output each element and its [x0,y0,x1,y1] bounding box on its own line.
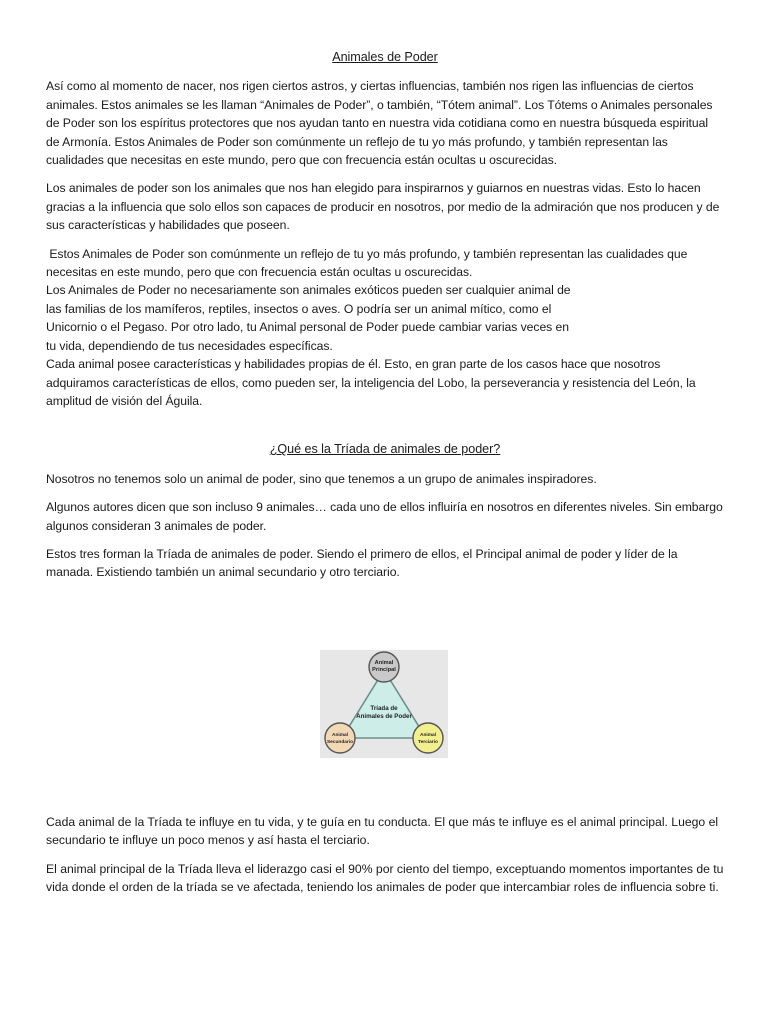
paragraph-influencia: Cada animal de la Tríada te influye en tu vida, y te guía en tu conducta. El que más te influye es el animal principal. Luego el secundario te influye un poco menos y así hasta el terciario. [46,815,719,848]
paragraph-line: Los Animales de Poder no necesariamente son animales exóticos pueden ser cualquier animal de [46,283,571,298]
triada-diagram-svg [320,650,448,758]
paragraph-autores: Algunos autores dicen que son incluso 9 animales… cada uno de ellos influiría en nosotros en diferentes niveles. Sin embargo algunos consideran 3 animales de poder. [46,500,723,533]
paragraph-intro: Así como al momento de nacer, nos rigen ciertos astros, y ciertas influencias, también nos rigen las influencias de ciertos animales. Estos animales se les llaman “Animales de Poder”, o también, “Tótem animal”. Los Tótems o Animales personales de Poder son los espíritus protectores que nos ayudan tanto en nuestra vida cotidiana como en nuestra búsqueda espiritual de Armonía. Estos Animales de Poder son comúnmente un reflejo de tu yo más profundo, y también representan las cualidades que necesitas en este mundo, pero que con frecuencia están ocultas u oscurecidas. [46,79,713,168]
paragraph-tres: Estos tres forman la Tríada de animales de poder. Siendo el primero de ellos, el Principal animal de poder y líder de la manada. Existiendo también un animal secundario y otro terciario. [46,546,678,580]
triada-diagram [320,650,448,758]
paragraph-line: tu vida, dependiendo de tus necesidades específicas. [46,338,333,353]
circle-animal-secundario [325,723,355,753]
paragraph-eleccion: Los animales de poder son los animales que nos han elegido para inspirarnos y guiarnos en nuestras vidas. Esto lo hacen gracias a la influencia que solo ellos son capaces de producir en nosotros, por medio de la admiración que nos producen y de sus características y habilidades que poseen. [46,181,720,233]
section-influencia [46,813,724,907]
label-top-line1: Animal [374,660,394,666]
paragraph-line: las familias de los mamíferos, reptiles, insectos o aves. O podría ser un animal mítico, como el [46,301,552,316]
label-top-line2: Principal [372,667,396,673]
paragraph-line: Unicornio o el Pegaso. Por otro lado, tu Animal personal de Poder puede cambiar varias veces en [46,320,570,335]
paragraph-group-reflejo [46,245,724,411]
circle-animal-terciario [413,723,443,753]
section-title-triada: ¿Qué es la Tríada de animales de poder? [269,442,501,457]
label-left-line2: Secundario [326,740,354,745]
label-center-line2: Animales de Poder [356,713,412,720]
label-right-line2: Terciario [418,740,438,745]
document-page [46,48,724,592]
paragraph-grupo: Nosotros no tenemos solo un animal de poder, sino que tenemos a un grupo de animales inspiradores. [46,471,597,486]
section-title-animales-de-poder: Animales de Poder [332,50,438,64]
label-center-line1: Tríada de [370,705,398,712]
paragraph-liderazgo: El animal principal de la Tríada lleva el liderazgo casi el 90% por ciento del tiempo, exceptuando momentos importantes de tu vida donde el orden de la tríada se ve afectada, teniendo los animales de poder que intercambiar roles de influencia sobre ti. [46,861,724,895]
paragraph-caracteristicas: Cada animal posee características y habilidades propias de él. Esto, en gran parte de los casos hace que nosotros adquiramos características de ellos, como pueden ser, la inteligencia del Lobo, la perseverancia y resistencia del León, la amplitud de visión del Águila. [46,357,696,408]
label-left-line1: Animal [332,733,348,738]
paragraph-reflejo: Estos Animales de Poder son comúnmente un reflejo de tu yo más profundo, y también representan las cualidades que necesitas en este mundo, pero que con frecuencia están ocultas u oscurecidas. [46,246,691,280]
label-right-line1: Animal [420,733,436,738]
